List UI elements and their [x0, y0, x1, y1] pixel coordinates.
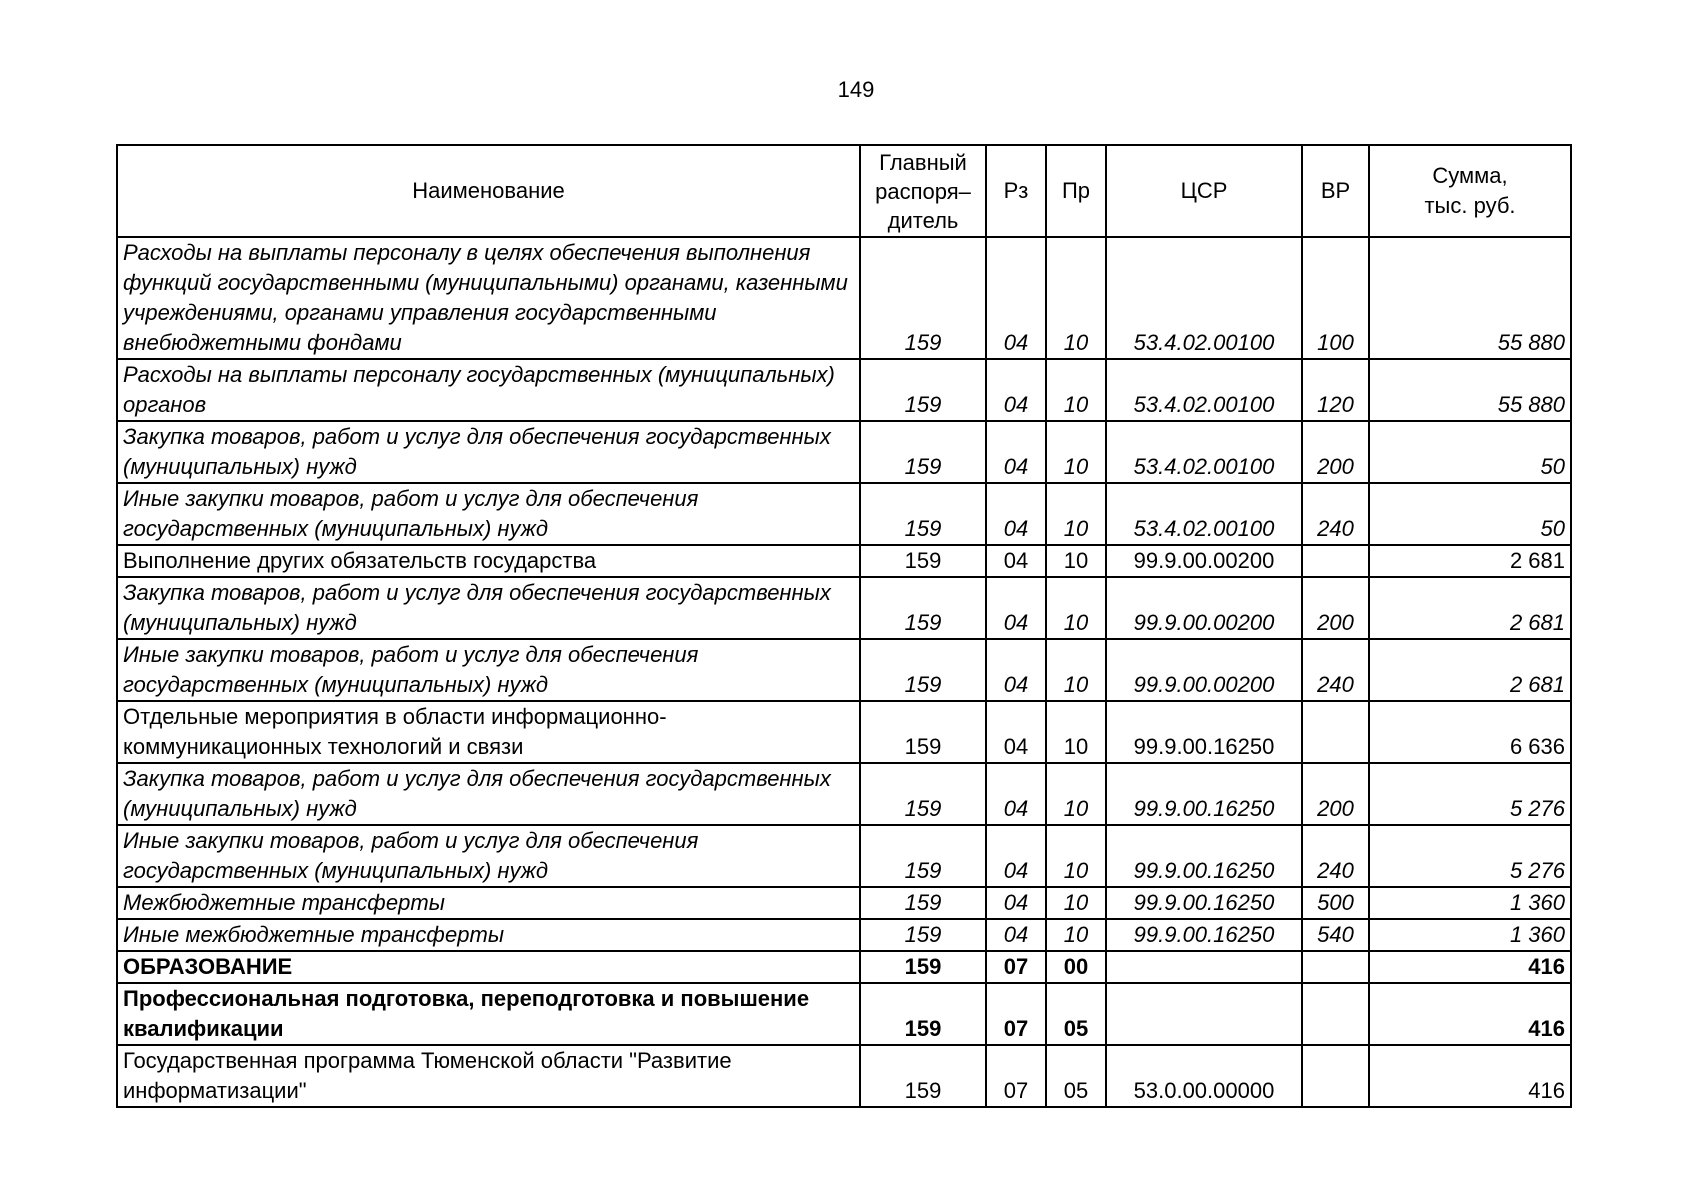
row-csr: 99.9.00.16250 — [1106, 887, 1302, 919]
row-vr: 240 — [1302, 483, 1369, 545]
row-csr — [1106, 951, 1302, 983]
row-vr: 240 — [1302, 639, 1369, 701]
row-sum: 55 880 — [1369, 237, 1571, 359]
row-pr: 10 — [1046, 763, 1106, 825]
row-csr: 99.9.00.00200 — [1106, 545, 1302, 577]
row-pr: 10 — [1046, 237, 1106, 359]
row-rz: 04 — [986, 545, 1046, 577]
row-sum: 2 681 — [1369, 545, 1571, 577]
row-rz: 04 — [986, 237, 1046, 359]
row-sum: 416 — [1369, 983, 1571, 1045]
row-vr — [1302, 701, 1369, 763]
header-name: Наименование — [117, 145, 860, 237]
table-row — [117, 545, 1571, 577]
row-pr: 10 — [1046, 701, 1106, 763]
row-pr: 10 — [1046, 919, 1106, 951]
row-name: Выполнение других обязательств государства — [117, 545, 860, 577]
header-vr: ВР — [1302, 145, 1369, 237]
row-pr: 10 — [1046, 639, 1106, 701]
row-vr: 200 — [1302, 421, 1369, 483]
table-row — [117, 237, 1571, 359]
table-row — [117, 639, 1571, 701]
row-pr: 05 — [1046, 983, 1106, 1045]
row-rz: 04 — [986, 887, 1046, 919]
row-csr: 99.9.00.00200 — [1106, 639, 1302, 701]
row-csr: 99.9.00.16250 — [1106, 763, 1302, 825]
table-row — [117, 887, 1571, 919]
row-grbs: 159 — [860, 825, 986, 887]
header-grbs: Главный распоря– дитель — [860, 145, 986, 237]
table-row — [117, 825, 1571, 887]
row-name: Иные закупки товаров, работ и услуг для обеспечения государственных (муниципальных) нужд — [117, 639, 860, 701]
row-rz: 04 — [986, 701, 1046, 763]
row-name: Иные закупки товаров, работ и услуг для обеспечения государственных (муниципальных) нужд — [117, 825, 860, 887]
row-sum: 1 360 — [1369, 887, 1571, 919]
row-sum: 6 636 — [1369, 701, 1571, 763]
table-row — [117, 763, 1571, 825]
row-sum: 5 276 — [1369, 825, 1571, 887]
header-sum: Сумма, тыс. руб. — [1369, 145, 1571, 237]
row-rz: 04 — [986, 577, 1046, 639]
table-row — [117, 421, 1571, 483]
row-grbs: 159 — [860, 577, 986, 639]
row-sum: 50 — [1369, 483, 1571, 545]
row-csr: 53.4.02.00100 — [1106, 421, 1302, 483]
header-csr: ЦСР — [1106, 145, 1302, 237]
table-row — [117, 701, 1571, 763]
row-rz: 04 — [986, 763, 1046, 825]
row-pr: 10 — [1046, 421, 1106, 483]
row-rz: 04 — [986, 825, 1046, 887]
row-csr: 99.9.00.16250 — [1106, 825, 1302, 887]
row-pr: 10 — [1046, 359, 1106, 421]
row-vr: 200 — [1302, 577, 1369, 639]
row-pr: 10 — [1046, 825, 1106, 887]
row-pr: 05 — [1046, 1045, 1106, 1107]
row-name: Закупка товаров, работ и услуг для обеспечения государственных (муниципальных) нужд — [117, 577, 860, 639]
row-vr: 200 — [1302, 763, 1369, 825]
row-grbs: 159 — [860, 887, 986, 919]
row-grbs: 159 — [860, 763, 986, 825]
row-name: Межбюджетные трансферты — [117, 887, 860, 919]
row-grbs: 159 — [860, 639, 986, 701]
row-rz: 07 — [986, 983, 1046, 1045]
row-name: Иные закупки товаров, работ и услуг для обеспечения государственных (муниципальных) нужд — [117, 483, 860, 545]
row-pr: 10 — [1046, 887, 1106, 919]
table-row — [117, 951, 1571, 983]
row-rz: 07 — [986, 951, 1046, 983]
row-grbs: 159 — [860, 919, 986, 951]
row-rz: 04 — [986, 639, 1046, 701]
row-grbs: 159 — [860, 983, 986, 1045]
row-sum: 416 — [1369, 1045, 1571, 1107]
table-row — [117, 983, 1571, 1045]
row-csr: 53.4.02.00100 — [1106, 237, 1302, 359]
row-name: Расходы на выплаты персоналу государственных (муниципальных) органов — [117, 359, 860, 421]
row-vr: 100 — [1302, 237, 1369, 359]
row-name: Расходы на выплаты персоналу в целях обеспечения выполнения функций государственными (муниципальными) органами, казенными учреждениями, органами управления государственными внебюджетными фондами — [117, 237, 860, 359]
row-pr: 10 — [1046, 545, 1106, 577]
row-name: Государственная программа Тюменской области "Развитие информатизации" — [117, 1045, 860, 1107]
row-vr — [1302, 545, 1369, 577]
row-name: Отдельные мероприятия в области информационно-коммуникационных технологий и связи — [117, 701, 860, 763]
row-sum: 50 — [1369, 421, 1571, 483]
row-name: Закупка товаров, работ и услуг для обеспечения государственных (муниципальных) нужд — [117, 421, 860, 483]
row-vr — [1302, 951, 1369, 983]
row-csr: 53.4.02.00100 — [1106, 359, 1302, 421]
row-csr: 53.0.00.00000 — [1106, 1045, 1302, 1107]
row-sum: 2 681 — [1369, 577, 1571, 639]
row-grbs: 159 — [860, 483, 986, 545]
table-row — [117, 1045, 1571, 1107]
row-csr: 99.9.00.16250 — [1106, 701, 1302, 763]
row-grbs: 159 — [860, 545, 986, 577]
row-grbs: 159 — [860, 701, 986, 763]
header-pr: Пр — [1046, 145, 1106, 237]
row-name: Иные межбюджетные трансферты — [117, 919, 860, 951]
row-sum: 1 360 — [1369, 919, 1571, 951]
row-pr: 00 — [1046, 951, 1106, 983]
row-name: Профессиональная подготовка, переподготовка и повышение квалификации — [117, 983, 860, 1045]
row-rz: 04 — [986, 919, 1046, 951]
row-sum: 416 — [1369, 951, 1571, 983]
budget-table — [116, 144, 1572, 1108]
row-vr — [1302, 1045, 1369, 1107]
row-grbs: 159 — [860, 1045, 986, 1107]
row-rz: 07 — [986, 1045, 1046, 1107]
row-vr: 240 — [1302, 825, 1369, 887]
table-row — [117, 359, 1571, 421]
row-vr: 120 — [1302, 359, 1369, 421]
row-grbs: 159 — [860, 359, 986, 421]
row-rz: 04 — [986, 359, 1046, 421]
row-pr: 10 — [1046, 577, 1106, 639]
row-sum: 5 276 — [1369, 763, 1571, 825]
row-vr — [1302, 983, 1369, 1045]
row-name: ОБРАЗОВАНИЕ — [117, 951, 860, 983]
row-grbs: 159 — [860, 421, 986, 483]
row-rz: 04 — [986, 483, 1046, 545]
row-vr: 500 — [1302, 887, 1369, 919]
row-sum: 55 880 — [1369, 359, 1571, 421]
header-rz: Рз — [986, 145, 1046, 237]
row-grbs: 159 — [860, 237, 986, 359]
row-csr: 53.4.02.00100 — [1106, 483, 1302, 545]
row-rz: 04 — [986, 421, 1046, 483]
table-body — [117, 237, 1571, 1107]
row-pr: 10 — [1046, 483, 1106, 545]
table-row — [117, 919, 1571, 951]
row-vr: 540 — [1302, 919, 1369, 951]
row-csr: 99.9.00.16250 — [1106, 919, 1302, 951]
page-number: 149 — [837, 77, 875, 102]
row-csr: 99.9.00.00200 — [1106, 577, 1302, 639]
table-header-row — [117, 145, 1571, 237]
table-row — [117, 577, 1571, 639]
row-sum: 2 681 — [1369, 639, 1571, 701]
row-name: Закупка товаров, работ и услуг для обеспечения государственных (муниципальных) нужд — [117, 763, 860, 825]
table-row — [117, 483, 1571, 545]
row-csr — [1106, 983, 1302, 1045]
row-grbs: 159 — [860, 951, 986, 983]
